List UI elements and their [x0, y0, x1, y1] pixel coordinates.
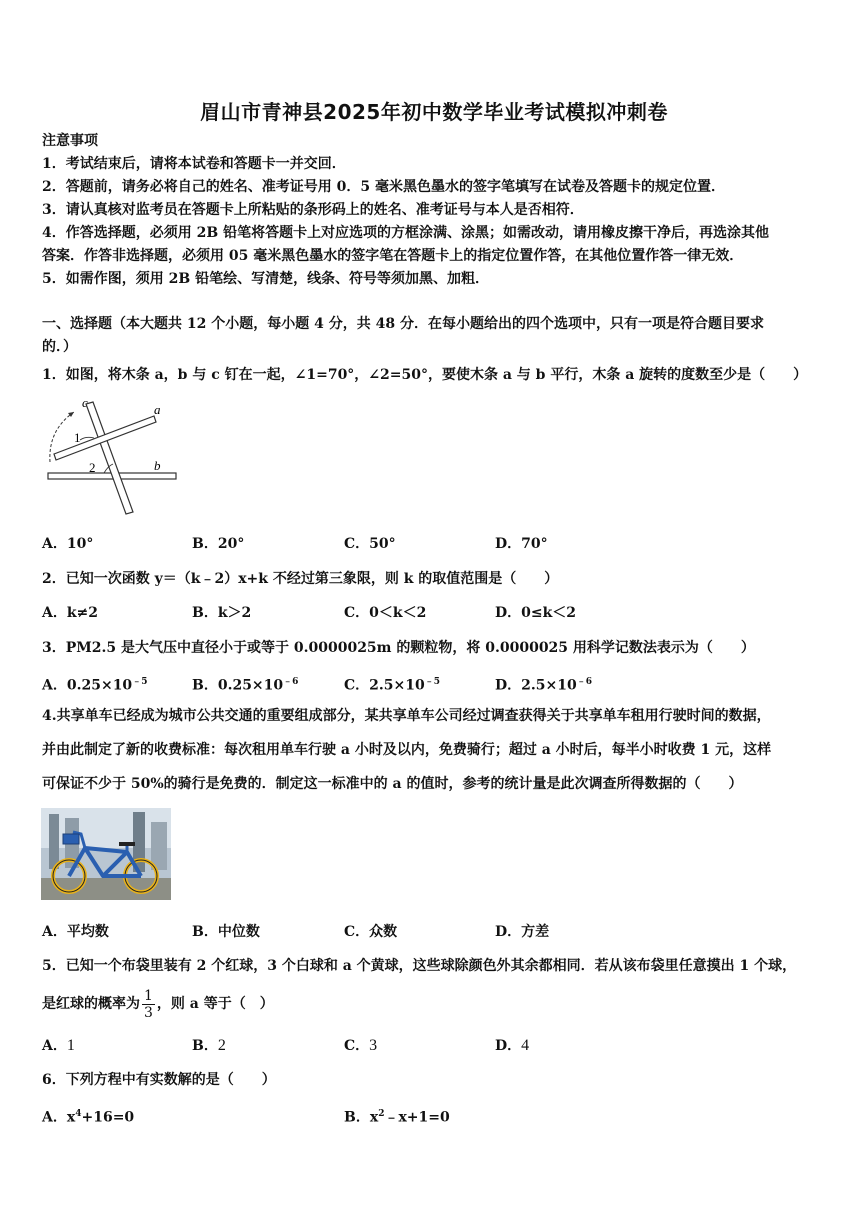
option-b: B．2 — [192, 1037, 226, 1054]
option-b: B．$0.25\times 10^{﹣6}$ — [192, 677, 299, 694]
option-d: D．$2.5\times 10^{﹣6}$ — [495, 677, 592, 694]
notice-item: 3．请认真核对监考员在答题卡上所粘贴的条形码上的姓名、准考证号与本人是否相符． — [42, 202, 584, 218]
option-c: C．$2.5\times 10^{﹣5}$ — [344, 677, 440, 694]
question-5-line: 5．已知一个布袋里装有 2 个红球，3 个白球和 a 个黄球，这些球除颜色外其余都相同．若从该布袋里任意摸出 1 个球， — [42, 958, 797, 974]
option-b: B．$x^2﹣x+1=0$ — [344, 1109, 450, 1126]
notice-heading: 注意事项 — [42, 133, 98, 149]
option-b: B．中位数 — [192, 924, 260, 940]
option-d: D．70° — [495, 536, 548, 552]
option-a: A．10° — [42, 536, 94, 552]
notice-item: 答案．作答非选择题，必须用 05 毫米黑色墨水的签字笔在答题卡上的指定位置作答，在其他位置作答一律无效． — [42, 248, 744, 264]
page-title: 眉山市青神县2025年初中数学毕业考试模拟冲刺卷 — [200, 100, 668, 124]
option-a: A．$x^4+16=0$ — [42, 1109, 135, 1126]
option-a: A．$0.25\times 10^{﹣5}$ — [42, 677, 148, 694]
label-angle-2: 2 — [89, 460, 96, 475]
option-d: D．方差 — [495, 924, 550, 940]
option-a: A．k≠2 — [42, 605, 99, 621]
bike-photo — [41, 808, 171, 900]
label-b: b — [154, 458, 161, 473]
question-3-stem: 3．PM2.5 是大气压中直径小于或等于 0.0000025m 的颗粒物，将 0.0000025 用科学记数法表示为（ ） — [42, 640, 755, 656]
question-1-stem: 1．如图，将木条 a，b 与 c 钉在一起，∠1=70°，∠2=50°，要使木条 a 与 b 平行，木条 a 旋转的度数至少是（ ） — [42, 367, 808, 383]
question-2-stem: 2．已知一次函数 y＝（k﹣2）x+k 不经过第三象限，则 k 的取值范围是（ ） — [42, 571, 559, 587]
section-heading-cont: 的．） — [42, 339, 77, 355]
option-c: C．众数 — [344, 924, 398, 940]
notice-item: 2．答题前，请务必将自己的姓名、准考证号用 0．5 毫米黑色墨水的签字笔填写在试卷及答题卡的规定位置． — [42, 179, 725, 195]
fraction: $\frac{1}{3}$ — [144, 987, 153, 1021]
question-1-figure — [40, 394, 180, 518]
notice-item: 5．如需作图，须用 2B 铅笔绘、写清楚，线条、符号等须加黑、加粗． — [42, 271, 490, 287]
option-b: B．k＞2 — [192, 605, 252, 621]
option-d: D．0≤k＜2 — [495, 605, 577, 621]
section-heading: 一、选择题（本大题共 12 个小题，每小题 4 分，共 48 分．在每小题给出的四个选项中，只有一项是符合题目要求 — [42, 316, 764, 332]
option-c: C．0＜k＜2 — [344, 605, 427, 621]
question-6-stem: 6．下列方程中有实数解的是（ ） — [42, 1072, 276, 1088]
option-c: C．50° — [344, 536, 396, 552]
label-angle-1: 1 — [74, 430, 81, 445]
option-b: B．20° — [192, 536, 245, 552]
question-4-line: 4.共享单车已经成为城市公共交通的重要组成部分，某共享单车公司经过调查获得关于共享单车租用行驶时间的数据， — [42, 708, 771, 724]
label-c: c — [82, 395, 88, 410]
question-4-line: 并由此制定了新的收费标准：每次租用单车行驶 a 小时及以内，免费骑行；超过 a 小时后，每半小时收费 1 元，这样 — [42, 742, 772, 758]
notice-item: 1．考试结束后，请将本试卷和答题卡一并交回． — [42, 156, 346, 172]
saddle — [119, 842, 135, 846]
notice-item: 4．作答选择题，必须用 2B 铅笔将答题卡上对应选项的方框涂满、涂黑；如需改动，请用橡皮擦干净后，再选涂其他 — [42, 225, 770, 241]
question-4-line: 可保证不少于 50%的骑行是免费的．制定这一标准中的 a 的值时，参考的统计量是此次调查所得数据的（ ） — [42, 776, 743, 792]
option-a: A．平均数 — [42, 924, 109, 940]
basket — [63, 834, 79, 844]
option-c: C．3 — [344, 1037, 378, 1054]
option-d: D．4 — [495, 1037, 530, 1054]
question-5-line: 是红球的概率为 $\frac{1}{3}$ ，则 a 等于（ ） — [42, 987, 274, 1021]
strip-c — [86, 402, 133, 514]
label-a: a — [154, 402, 161, 417]
option-a: A．1 — [42, 1037, 75, 1054]
